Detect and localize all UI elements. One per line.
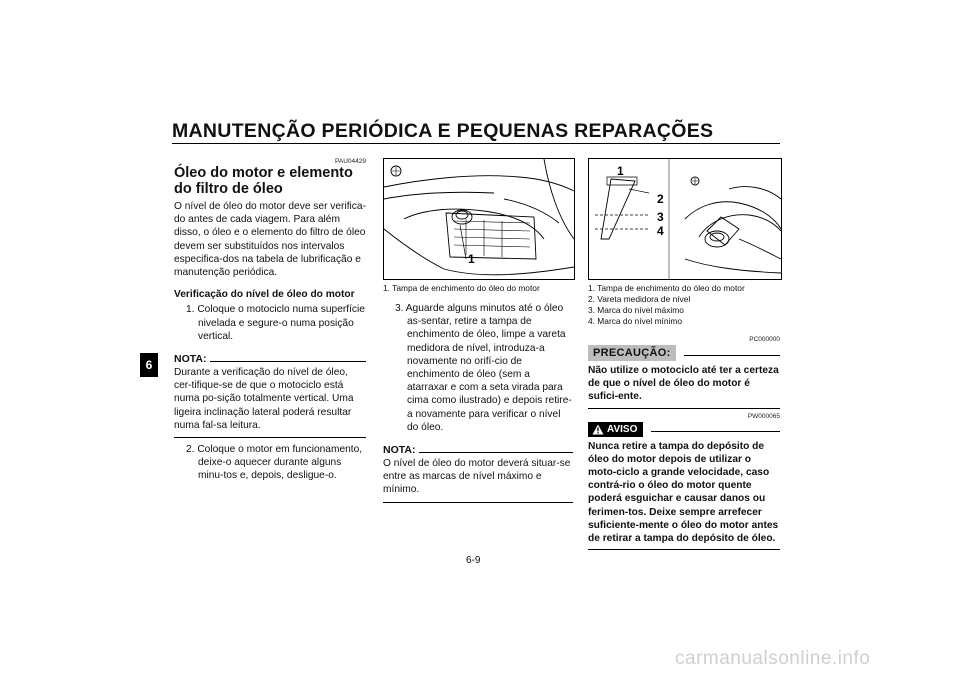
step-1: 1. Coloque o motociclo numa superfície nivelada e segure-o numa posição vertical. [186, 304, 365, 342]
warning-triangle-icon [592, 424, 604, 435]
figure-callout: 2 [657, 192, 664, 206]
intro-paragraph: O nível de óleo do motor deve ser verifica-do antes de cada viagem. Para além disso, o óleo e o elemento do filtro de óleo devem ser substituídos nos intervalos especifica-dos na tabela de lubrificação e manutenção periódica. [174, 201, 366, 279]
illustration-oil-cap-location [384, 159, 574, 279]
illustration-dipstick-levels [589, 159, 781, 279]
watermark: carmanualsonline.info [675, 648, 871, 669]
figure-caption-4: 4. Marca do nível mínimo [588, 316, 683, 326]
precaution-label: PRECAUÇÃO: [588, 345, 676, 361]
figure-caption-3: 3. Marca do nível máximo [588, 305, 684, 315]
figure-caption-1: 1. Tampa de enchimento do óleo do motor [588, 283, 745, 293]
figure-caption-2: 2. Vareta medidora de nível [588, 294, 691, 304]
figure-dipstick [588, 158, 782, 280]
precaution-text: Não utilize o motociclo até ter a certeza de que o nível de óleo do motor é sufici-ente. [588, 365, 779, 403]
subheading: Verificação do nível de óleo do motor [174, 289, 355, 301]
page-number: 6-9 [466, 555, 481, 566]
nota-text: Durante a verificação do nível de óleo, cer-tifique-se de que o motociclo está numa po-sição totalmente vertical. Uma ligeira inclinação lateral poderá resultar numa fal-sa leitura. [174, 367, 354, 431]
nota-heading [174, 353, 366, 365]
nota-heading [383, 444, 573, 456]
column-2 [383, 283, 573, 503]
step-2: 2. Coloque o motor em funcionamento, deixe-o aquecer durante alguns minu-tos e, depois, desligue-o. [186, 444, 363, 482]
warning-label-box [588, 422, 643, 437]
warning-rule [651, 431, 780, 432]
step-3: 3. Aguarde alguns minutos até o óleo as-sentar, retire a tampa de enchimento de óleo, limpe a vareta medidora de nível, introduza-a novamente no orifí-cio de enchimento de óleo (sem a atarraxar e com a seta virada para cima como ilustrado) e depois retire-a novamente para verificar o nível do óleo. [395, 303, 572, 433]
figure-callout: 1 [617, 164, 624, 178]
section-code: PAU04429 [335, 158, 366, 165]
figure-callout: 1 [468, 252, 475, 266]
header-rule [172, 143, 780, 144]
column-3 [588, 283, 780, 550]
page-header-title: MANUTENÇÃO PERIÓDICA E PEQUENAS REPARAÇÕES [172, 120, 714, 142]
warning-code: PW000065 [747, 412, 780, 420]
nota-rule [210, 361, 366, 362]
precaution-code: PC000000 [749, 336, 780, 343]
column-1 [174, 158, 366, 483]
warning-label: AVISO [607, 423, 638, 435]
warning-text: Nunca retire a tampa do depósito de óleo do motor depois de utilizar o moto-ciclo a grande velocidade, caso contrá-rio o óleo do motor quente poderá esguichar e causar danos ou ferimen-tos. Deixe sempre arrefecer suficiente-mente o óleo do motor antes de retirar a tampa do depósito de óleo. [588, 440, 779, 545]
nota-label: NOTA: [383, 444, 416, 457]
nota-end-rule [383, 502, 573, 503]
warning-end-rule [588, 549, 780, 550]
nota-end-rule [174, 437, 366, 438]
figure-caption: 1. Tampa de enchimento do óleo do motor [383, 283, 540, 293]
precaution-end-rule [588, 408, 780, 409]
figure-callout: 3 [657, 210, 664, 224]
figure-oil-filler-cap [383, 158, 575, 280]
chapter-tab: 6 [140, 353, 158, 377]
figure-callout: 4 [657, 224, 664, 238]
precaution-rule [684, 355, 780, 356]
nota-label: NOTA: [174, 353, 207, 366]
precaution-heading [588, 345, 780, 361]
section-title: Óleo do motor e elemento do filtro de óleo [174, 165, 353, 197]
nota-rule [419, 452, 573, 453]
nota-text: O nível de óleo do motor deverá situar-se entre as marcas de nível máximo e mínimo. [383, 458, 571, 496]
warning-heading [588, 422, 780, 437]
